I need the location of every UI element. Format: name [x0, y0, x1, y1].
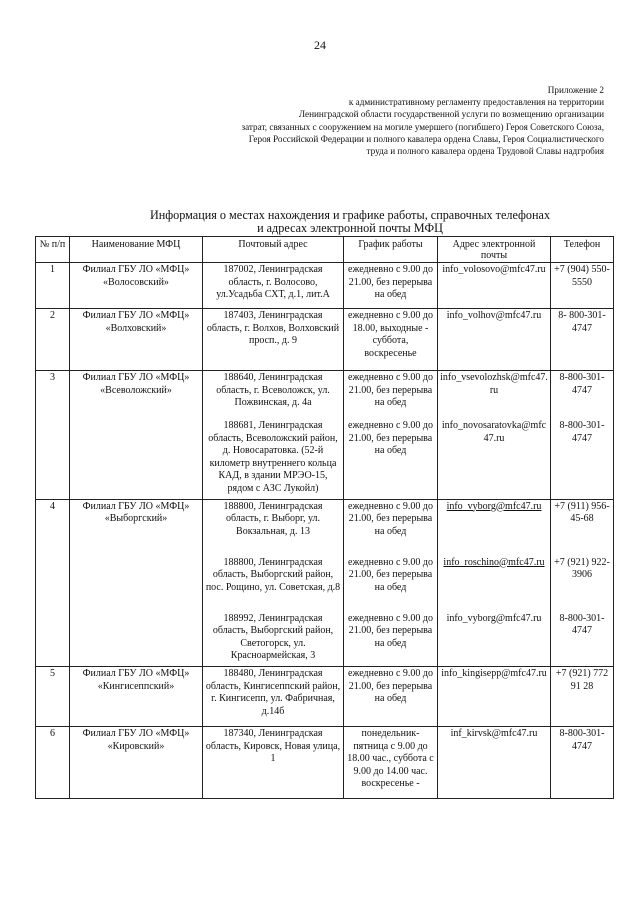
cell-schedule: ежедневно с 9.00 до 21.00, без перерыва на обед [344, 666, 438, 726]
cell-address: 188480, Ленинградская область, Кингисеппский район, г. Кингисепп, ул. Фабричная, д.14б [203, 666, 344, 726]
phone-line: 8-800-301-4747 [559, 420, 605, 444]
phone-line: 8-800-301-4747 [559, 612, 605, 637]
cell-phone: +7 (904) 550-5550 [551, 263, 614, 309]
cell-name: Филиал ГБУ ЛО «МФЦ» «Выборгский» [70, 499, 203, 666]
cell-name: Филиал ГБУ ЛО «МФЦ» «Всеволожский» [70, 371, 203, 500]
schedule-line: ежедневно с 9.00 до 21.00, без перерыва на обед [348, 612, 433, 649]
page-number: 24 [314, 38, 326, 52]
cell-email: inf_kirvsk@mfc47.ru [438, 726, 551, 798]
cell-num: 4 [36, 499, 70, 666]
cell-email: info_kingisepp@mfc47.ru [438, 666, 551, 726]
cell-schedule: ежедневно с 9.00 до 18.00, выходные - суббота, воскресенье [344, 309, 438, 371]
cell-schedule [344, 499, 438, 666]
cell-num: 5 [36, 666, 70, 726]
cell-num: 1 [36, 263, 70, 309]
cell-address: 187340, Ленинградская область, Кировск, Новая улица, 1 [203, 726, 344, 798]
cell-phone: 8-800-301-4747 [551, 726, 614, 798]
header-email: Адрес электронной почты [438, 237, 551, 263]
appendix-line: к административному регламенту предоставления на территории [348, 97, 604, 108]
title-line-2: и адресах электронной почты МФЦ [257, 221, 443, 235]
schedule-line: ежедневно с 9.00 до 21.00, без перерыва на обед [348, 372, 433, 409]
appendix-line: Ленинградской области государственной услуги по возмещению организации [298, 109, 604, 120]
cell-name: Филиал ГБУ ЛО «МФЦ» «Кингисеппский» [70, 666, 203, 726]
document-title [90, 209, 610, 235]
schedule-line: ежедневно с 9.00 до 21.00, без перерыва на обед [348, 420, 433, 457]
schedule-line: понедельник-пятница с 9.00 до 18.00 час., суббота с 9.00 до 14.00 час. воскресенье - [347, 727, 434, 790]
table-row [36, 371, 614, 500]
cell-schedule [344, 726, 438, 798]
appendix-line: труда и полного кавалера ордена Трудовой Славы надгробия [366, 146, 604, 157]
cell-schedule [344, 371, 438, 500]
table-row [36, 726, 614, 798]
schedule-line: ежедневно с 9.00 до 21.00, без перерыва на обед [348, 500, 433, 537]
table-row [36, 666, 614, 726]
phone-line: +7 (921) 922-3906 [554, 556, 610, 581]
cell-name: Филиал ГБУ ЛО «МФЦ» «Волосовский» [70, 263, 203, 309]
table-row [36, 309, 614, 371]
header-address: Почтовый адрес [203, 237, 344, 263]
cell-name: Филиал ГБУ ЛО «МФЦ» «Волховский» [70, 309, 203, 371]
header-name: Наименование МФЦ [70, 237, 203, 263]
cell-schedule: ежедневно с 9.00 до 21.00, без перерыва на обед [344, 263, 438, 309]
phone-line: 8-800-301-4747 [559, 372, 605, 396]
header-phone: Телефон [551, 237, 614, 263]
appendix-heading [134, 84, 604, 157]
table-header-row [36, 237, 614, 263]
email-line: info_roschino@mfc47.ru [443, 556, 545, 568]
mfc-table [35, 236, 614, 799]
table-row [36, 499, 614, 666]
title-line-1: Информация о местах нахождения и графике работы, справочных телефонах [149, 208, 551, 222]
cell-phone: +7 (921) 772 91 28 [551, 666, 614, 726]
cell-email: info_volhov@mfc47.ru [438, 309, 551, 371]
cell-address [203, 371, 344, 500]
cell-address [203, 499, 344, 666]
schedule-line: ежедневно с 9.00 до 21.00, без перерыва на обед [348, 556, 433, 593]
header-num: № п/п [36, 237, 70, 263]
cell-email [438, 371, 551, 500]
email-line: info_vyborg@mfc47.ru [446, 612, 542, 624]
cell-num: 6 [36, 726, 70, 798]
appendix-line: Героя Российской Федерации и полного кавалера ордена Славы, Героя Социалистического [248, 133, 604, 144]
cell-num: 3 [36, 371, 70, 500]
phone-line: +7 (911) 956-45-68 [554, 500, 610, 525]
header-schedule: График работы [344, 237, 438, 263]
appendix-line: Приложение 2 [547, 85, 604, 95]
cell-address: 187002, Ленинградская область, г. Волосово, ул.Усадьба СХТ, д.1, лит.А [203, 263, 344, 309]
email-line: info_novosaratovka@mfc47.ru [441, 420, 547, 444]
address-line: 188800, Ленинградская область, г. Выборг, ул. Вокзальная, д. 13 [223, 500, 323, 537]
cell-email: info_volosovo@mfc47.ru [438, 263, 551, 309]
address-line: 188800, Ленинградская область, Выборгский район, пос. Рощино, ул. Советская, д.8 [205, 556, 341, 593]
email-line: info_vyborg@mfc47.ru [446, 500, 542, 512]
cell-name: Филиал ГБУ ЛО «МФЦ» «Кировский» [70, 726, 203, 798]
address-line: 188681, Ленинградская область, Всеволожский район, д. Новосаратовка. (52-й километр внутреннего кольца КАД, в здании МРЭО-15, рядом с АЗС Лукойл) [208, 420, 338, 494]
address-line: 188640, Ленинградская область, г. Всеволожск, ул. Пожвинская, д. 4а [216, 372, 330, 409]
cell-phone [551, 499, 614, 666]
cell-num: 2 [36, 309, 70, 371]
table-row [36, 263, 614, 309]
cell-phone [551, 371, 614, 500]
cell-phone: 8- 800-301-4747 [551, 309, 614, 371]
address-line: 188992, Ленинградская область, Выборгский район, Светогорск, ул. Красноармейская, 3 [212, 612, 334, 662]
cell-address: 187403, Ленинградская область, г. Волхов, Волховский просп., д. 9 [203, 309, 344, 371]
cell-email [438, 499, 551, 666]
email-line: info_vsevolozhsk@mfc47.ru [440, 372, 548, 396]
appendix-line: затрат, связанных с сооружением на могиле умершего (погибшего) Героя Советского Союза, [241, 121, 604, 132]
